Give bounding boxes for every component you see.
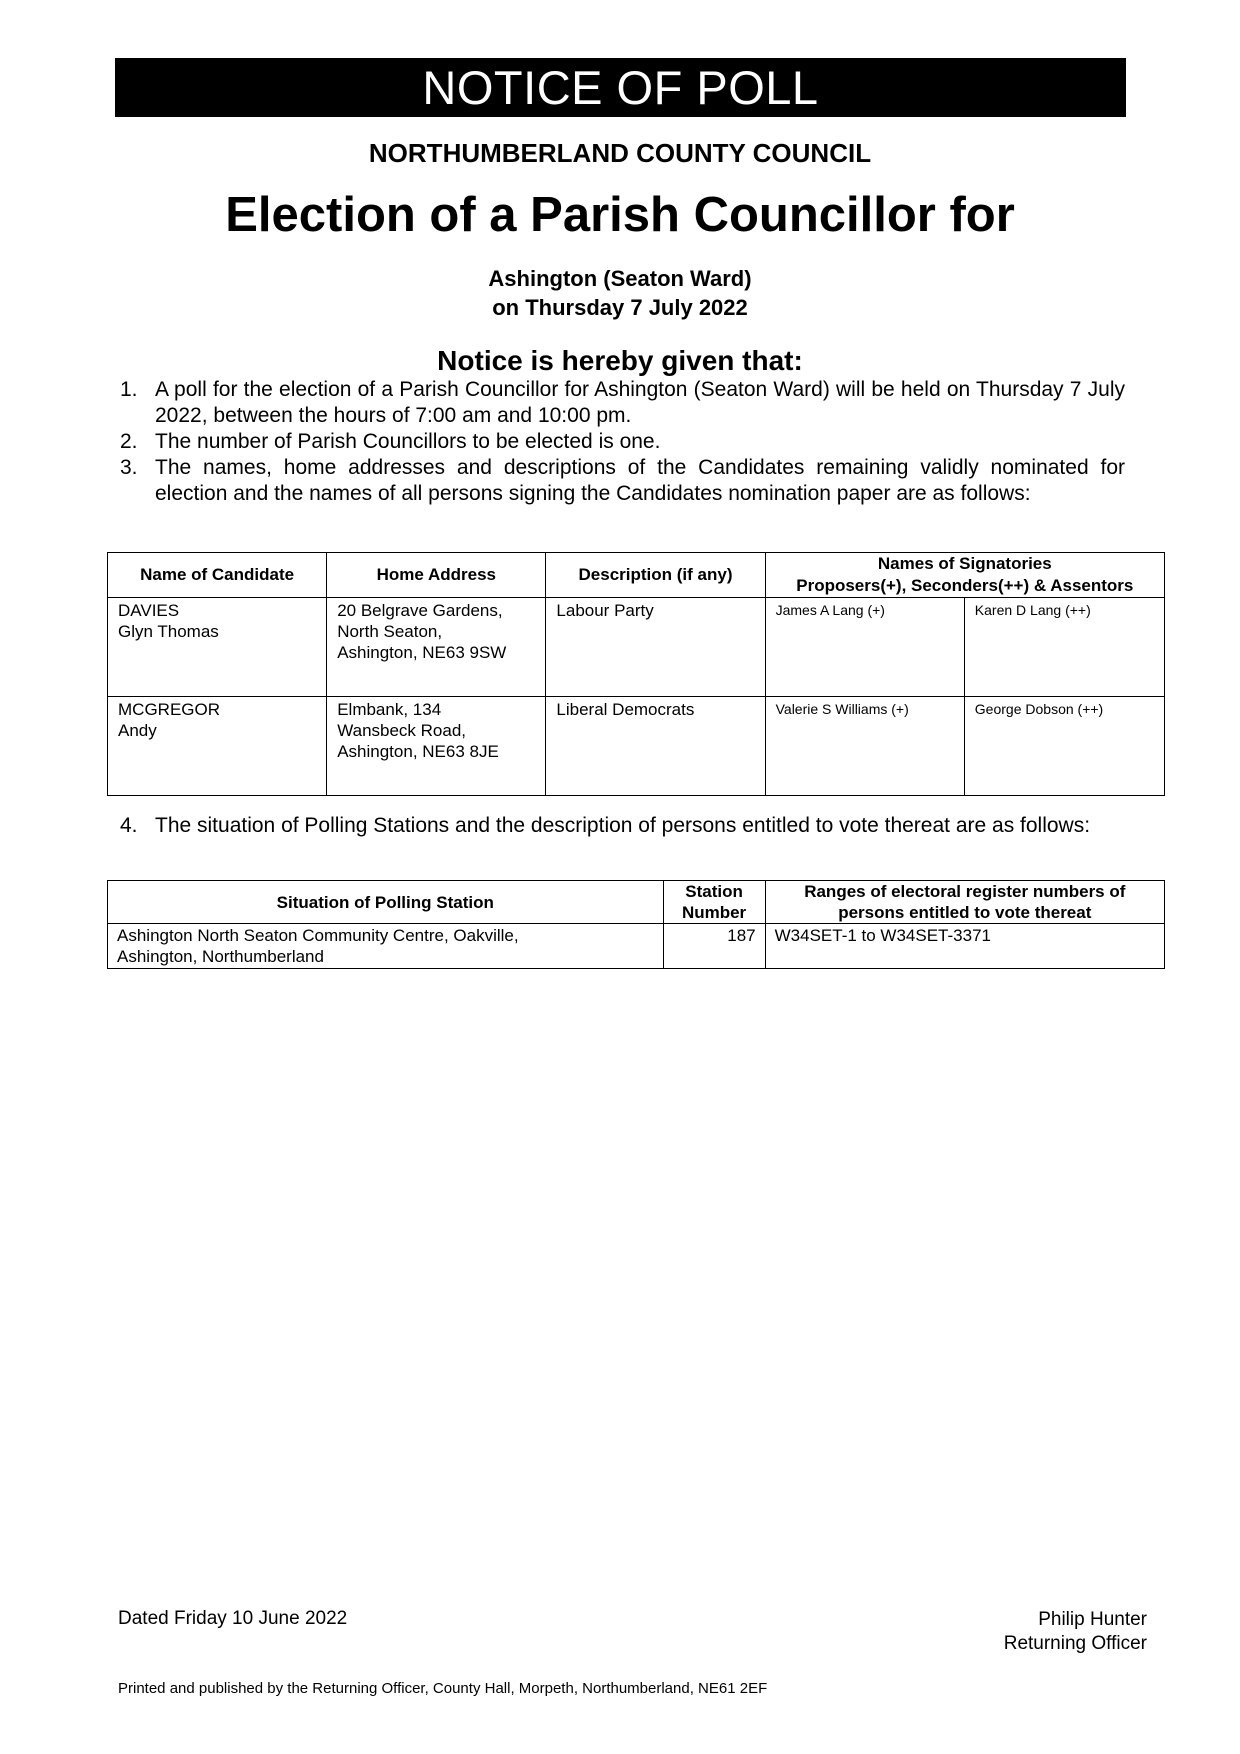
candidate-forenames: Glyn Thomas: [118, 622, 219, 641]
dated-line: Dated Friday 10 June 2022: [118, 1608, 348, 1629]
table-row: [108, 598, 1165, 697]
item-number: 1.: [120, 378, 138, 401]
seconder: Karen D Lang (++): [964, 598, 1164, 697]
candidate-surname: MCGREGOR: [118, 700, 220, 719]
candidate-name: [108, 697, 327, 796]
header-name: Name of Candidate: [108, 553, 327, 598]
candidate-address: [327, 598, 546, 697]
proposer: Valerie S Williams (+): [765, 697, 964, 796]
notice-heading: Notice is hereby given that:: [437, 345, 803, 376]
notice-item-3: [115, 455, 1125, 507]
station-number: 187: [663, 924, 765, 969]
election-title: Election of a Parish Councillor for: [225, 188, 1015, 242]
candidates-table: [107, 552, 1165, 796]
address-line: North Seaton,: [337, 622, 443, 641]
notice-banner: NOTICE OF POLL: [115, 58, 1126, 117]
header-station-number: [663, 881, 765, 924]
item-number: 2.: [120, 430, 138, 453]
officer-title: Returning Officer: [1003, 1633, 1147, 1654]
notice-item-1: [115, 377, 1125, 429]
proposer: James A Lang (+): [765, 598, 964, 697]
candidate-name: [108, 598, 327, 697]
register-range: W34SET-1 to W34SET-3371: [765, 924, 1164, 969]
item-number: 3.: [120, 456, 138, 479]
polling-situation: [108, 924, 664, 969]
address-line: Wansbeck Road,: [337, 721, 467, 740]
candidate-description: Labour Party: [546, 598, 765, 697]
item-text: The number of Parish Councillors to be elected is one.: [155, 430, 661, 453]
candidate-description: Liberal Democrats: [546, 697, 765, 796]
item-text: A poll for the election of a Parish Councillor for Ashington (Seaton Ward) will be held on Thursday 7 July 2022, between the hours of 7:00 am and 10:00 pm.: [155, 378, 1125, 427]
candidate-forenames: Andy: [118, 721, 157, 740]
table-row: [108, 697, 1165, 796]
notice-item-4-body: [115, 813, 1125, 839]
notice-item-4: [115, 813, 1125, 839]
item-text: The situation of Polling Stations and the description of persons entitled to vote thereat are as follows:: [155, 814, 1091, 837]
header-ranges-line1: Ranges of electoral register numbers of: [804, 882, 1126, 901]
situation-line: Ashington, Northumberland: [117, 947, 324, 966]
header-ranges: [765, 881, 1164, 924]
poll-date: on Thursday 7 July 2022: [492, 295, 748, 320]
address-line: Ashington, NE63 8JE: [337, 742, 499, 761]
header-station-line2: Number: [681, 903, 747, 922]
item-number: 4.: [120, 814, 138, 837]
candidate-address: [327, 697, 546, 796]
situation-line: Ashington North Seaton Community Centre, Oakville,: [117, 926, 519, 945]
header-address: Home Address: [327, 553, 546, 598]
header-situation: Situation of Polling Station: [108, 881, 664, 924]
header-signatories-line1: Names of Signatories: [877, 554, 1052, 573]
address-line: Ashington, NE63 9SW: [337, 643, 507, 662]
signatory-block: [1004, 1608, 1147, 1656]
header-station-line1: Station: [685, 882, 743, 901]
header-description: Description (if any): [546, 553, 765, 598]
header-signatories-line2: Proposers(+), Seconders(++) & Assentors: [796, 576, 1134, 595]
notice-item-2: [115, 429, 1125, 455]
table-row: [108, 924, 1165, 969]
notice-items: [115, 377, 1125, 507]
address-line: Elmbank, 134: [337, 700, 442, 719]
polling-header-row: [108, 881, 1165, 924]
polling-stations-table: [107, 880, 1165, 969]
ward-name: Ashington (Seaton Ward): [488, 266, 752, 291]
item-text: The names, home addresses and descriptions of the Candidates remaining validly nominated for election and the names of all persons signing the Candidates nomination paper are as follows:: [155, 456, 1125, 505]
seconder: George Dobson (++): [964, 697, 1164, 796]
imprint-line: Printed and published by the Returning Officer, County Hall, Morpeth, Northumberland, NE61 2EF: [118, 1680, 768, 1697]
candidate-surname: DAVIES: [118, 601, 180, 620]
candidates-header-row: [108, 553, 1165, 598]
council-name: NORTHUMBERLAND COUNTY COUNCIL: [368, 138, 872, 168]
header-ranges-line2: persons entitled to vote thereat: [838, 903, 1092, 922]
address-line: 20 Belgrave Gardens,: [337, 601, 503, 620]
header-signatories: [765, 553, 1164, 598]
officer-name: Philip Hunter: [1038, 1609, 1147, 1630]
